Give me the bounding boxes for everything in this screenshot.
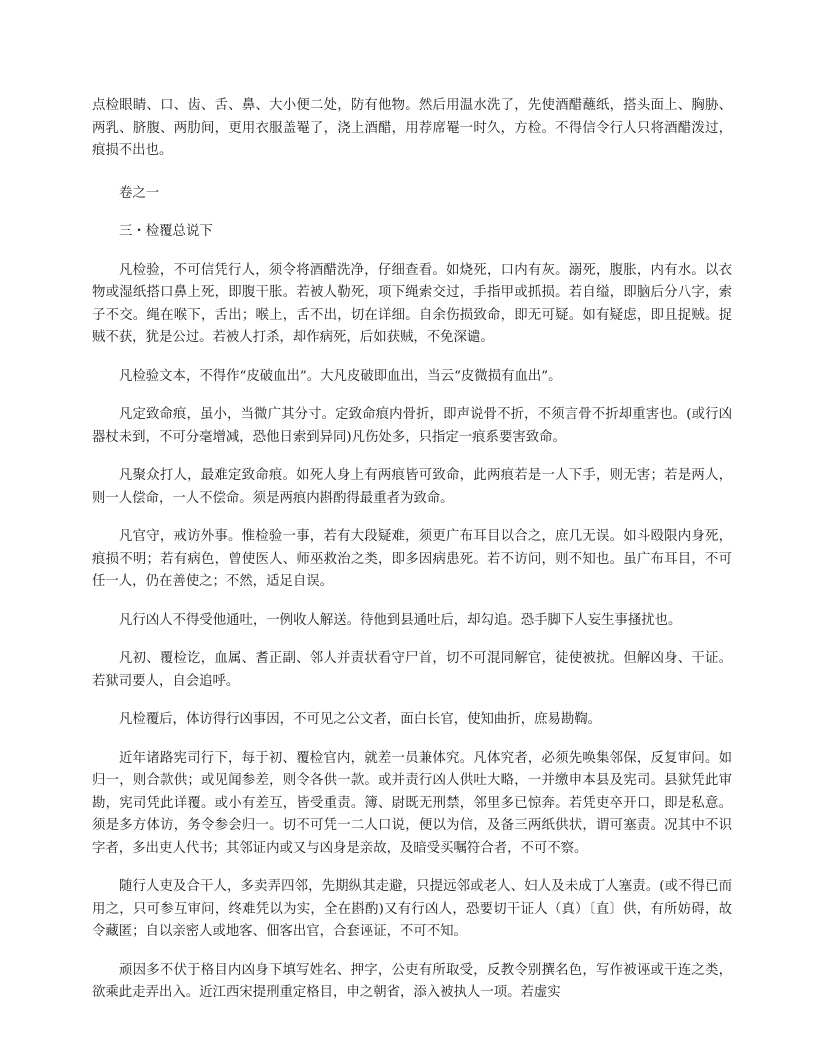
body-paragraph: 凡官守，戒访外事。惟检验一事，若有大段疑难，须更广布耳目以合之，庶几无误。如斗殴限内身死，痕损不明；若有病色，曾使医人、师巫救治之类，即多因病患死。若不访问，则不知也。虽广布耳目，不可任一人，仍在善使之；不然，适足自误。 [92,529,732,589]
body-paragraph: 顽因多不伏于格目内凶身下填写姓名、押字，公吏有所取受，反教令别撰名色，写作被诬或干连之类，欲乘此走弄出入。近江西宋提刑重定格目，申之朝省，添入被执人一项。若虚实 [92,962,732,1000]
volume-heading: 卷之一 [119,185,160,201]
body-paragraph: 凡行凶人不得受他通吐，一例收人解送。待他到县通吐后，却勾追。恐手脚下人妄生事搔扰也。 [119,612,682,628]
body-paragraph: 近年诸路宪司行下，每于初、覆检官内，就差一员兼体究。凡体究者，必须先唤集邻保，反复审问。如归一，则合款供；或见闻参差，则令各供一款。或并责行凶人供吐大略，一并缴申本县及宪司。县狱凭此审勘，宪司凭此详覆。或小有差互，皆受重责。簿、尉既无刑禁，邻里多已惊奔。若凭吏卒开口，即是私意。须是多方体访，务令参会归一。切不可凭一二人口说，便以为信，及备三两纸供状，谓可塞责。况其中不识字者，多出吏人代书；其邻证内或又与凶身是亲故，及暗受买嘱符合者，不可不察。 [92,750,732,856]
body-paragraph: 凡聚众打人，最难定致命痕。如死人身上有两痕皆可致命，此两痕若是一人下手，则无害；若是两人，则一人偿命，一人不偿命。须是两痕内斟酌得最重者为致命。 [92,468,732,506]
body-paragraph: 凡检覆后，体访得行凶事因，不可见之公文者，面白长官，使知曲折，庶易勘鞫。 [119,712,602,727]
opening-paragraph: 点检眼睛、口、齿、舌、鼻、大小便二处，防有他物。然后用温水洗了，先使酒醋蘸纸，搭头面上、胸胁、两乳、脐腹、两肋间，更用衣服盖罨了，浇上酒醋，用荐席罨一时久，方检。不得信令行人只将酒醋泼过，痕损不出也。 [92,98,732,158]
document-page [92,95,732,1021]
body-paragraph: 随行人吏及合干人，多卖弄四邻，先期纵其走避，只提远邻或老人、妇人及未成丁人塞责。(或不得已而用之，只可参互审问，终难凭以为实，全在斟酌)又有行凶人，恐要切干证人（真）〔直〕供，有所妨碍，故令藏匿；自以亲密人或地客、佃客出官，合套诬证，不可不知。 [92,879,732,939]
body-paragraph: 凡定致命痕，虽小，当微广其分寸。定致命痕内骨折，即声说骨不折，不须言骨不折却重害也。(或行凶器杖未到，不可分毫增减，恐他日索到异同)凡伤处多，只指定一痕系要害致命。 [92,407,732,445]
body-paragraph: 凡检验，不可信凭行人，须令将酒醋洗净，仔细查看。如烧死，口内有灰。溺死，腹胀，内有水。以衣物或湿纸搭口鼻上死，即腹干胀。若被人勒死，项下绳索交过，手指甲或抓损。若自缢，即脑后分八字，索子不交。绳在喉下，舌出；喉上，舌不出，切在详细。自余伤损致命，即无可疑。如有疑虑，即且捉贼。捉贼不获，犹是公过。若被人打杀，却作病死，后如获贼，不免深谴。 [92,262,732,345]
section-heading: 三・检覆总说下 [119,224,213,239]
body-paragraph: 凡初、覆检讫，血属、耆正副、邻人并责状看守尸首，切不可混同解官，徒使被扰。但解凶身、干证。若狱司要人，自会追呼。 [92,651,732,689]
body-paragraph: 凡检验文本，不得作“皮破血出”。大凡皮破即血出，当云“皮微损有血出”。 [119,368,562,384]
